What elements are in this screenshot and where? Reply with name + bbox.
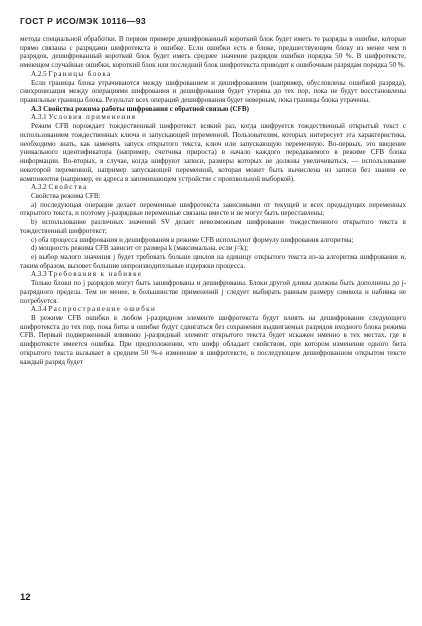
document-page [20,16,406,366]
section-number: А.3.3 [31,270,47,279]
section-title: Требования к набивке [48,270,143,279]
section-number: А.3.4 [31,305,47,314]
section-title: Свойства [48,183,88,192]
section-a25-body: Если границы блока утрачиваются между шифрованием и дешифрованием (например, обусловлены ошибкой разряда), синхронизация между операциями шифрования и дешифрования будет утеряна до тех пор, пока не будут восстановлены правильные границы блока. Результат всех операций дешифрования будет неверным, пока границы блока утрачены. [20,78,406,105]
list-item-a: а) последующая операция делает переменные шифротекста зависимыми от текущей и всех предыдущих переменных открытого текста, и поэтому j-разрядные переменные связаны вместе и не могут быть переставлены; [20,200,406,218]
section-a33-heading [20,270,406,279]
section-a32-heading [20,183,406,192]
list-item-d: d) мощность режима CFB зависит от размера k (максимальна, если j=k); [31,244,249,253]
section-a32-intro: Свойства режима CFB: [31,191,101,200]
list-item-c: c) оба процесса шифрования и дешифрования в режиме CFB используют формулу шифрования алгоритма; [31,235,354,244]
continuation-paragraph: метода специальной обработки. В первом примере дешифрованный короткий блок будет иметь те разряды в ошибке, которые прямо связаны с разрядами шифротекста в ошибке. Если ошибки есть в блоке, предшествующем блоку из менее чем n разрядов, дешифрованный короткий блок будет иметь среднее значение разрядов ошибки порядка 50 %. В шифротексте, имеющем случайные ошибки, короткий блок или последний блок шифротекста приводит к ошибочным разрядам порядка 50 %. [20,35,406,70]
list-item-b: b) использование различных значений SV делает невозможным шифрование тождественного открытого текста в тождественный шифротекст; [20,218,406,235]
section-number: А.3.2 [31,183,47,192]
section-a34-body: В режиме CFB ошибки в любом j-разрядном элементе шифротекста будут влиять на дешифрование следующего шифротекста до тех пор, пока биты в ошибке будут сдвигаться без сохранения выдвигаемых разрядов входного блока режима CFB. Первый подверженный влиянию j-разрядный элемент открытого текста будет искажен именно в тех местах, где в шифротексте имеется ошибка. При предположении, что шифр обладает свойством, при котором изменение одного бита открытого текста вызывает в среднем 50 %-е изменение в шифротексте, в последующем дешифрованном открытом тексте каждый разряд будет [20,314,406,366]
section-a25-heading [20,70,406,79]
section-a31-body: Режим CFB порождает тождественный шифротекст всякий раз, когда шифруется тождественный открытый текст с использованием тождественных ключа и запускающей переменной. Пользователям, которых интересует эта характеристика, необходимо знать, как заменять запуск открытого текста, ключ или запускающую переменную. Во-первых, это введение уникального идентификатора (например, счетчика прироста) в начало каждого передаваемого в режиме CFB блока информации. Во-вторых, в случае, когда шифруют записи, размеры которых не должны увеличиваться, — использование некоторой переменной, например запускающей переменной, которая может быть вычислена из записи без знания ее компонентов (например, ее адреса в запоминающем устройстве с произвольной выборкой). [20,122,406,183]
running-header: ГОСТ Р ИСО/МЭК 10116—93 [20,16,147,26]
section-a33-body: Только блоки по j разрядов могут быть зашифрованы и дешифрованы. Блоки другой длины должны быть дополнены до j-разрядного предела. Тем не менее, в большинстве применений j следует выбирать равным размеру символа и набивка не потребуется. [20,279,406,305]
list-item-e: e) выбор малого значения j будет требовать больше циклов на единицу открытого текста из-за алгоритма шифрования и, таким образом, вызовет большие непроизводительные издержки процесса. [20,252,406,270]
body-text [20,35,406,366]
section-a31-heading [20,113,406,122]
section-title: Распространение ошибки [48,305,157,314]
section-number: А.2.5 [31,69,47,78]
section-title: Условия применения [48,113,137,122]
section-title: Границы блока [48,69,112,78]
section-a3-heading: А.3 Свойства режима работы шифрования с обратной связью (CFB) [31,104,249,113]
section-a34-heading [20,305,406,314]
page-number: 12 [20,592,31,603]
section-number: А.3.1 [31,113,47,122]
